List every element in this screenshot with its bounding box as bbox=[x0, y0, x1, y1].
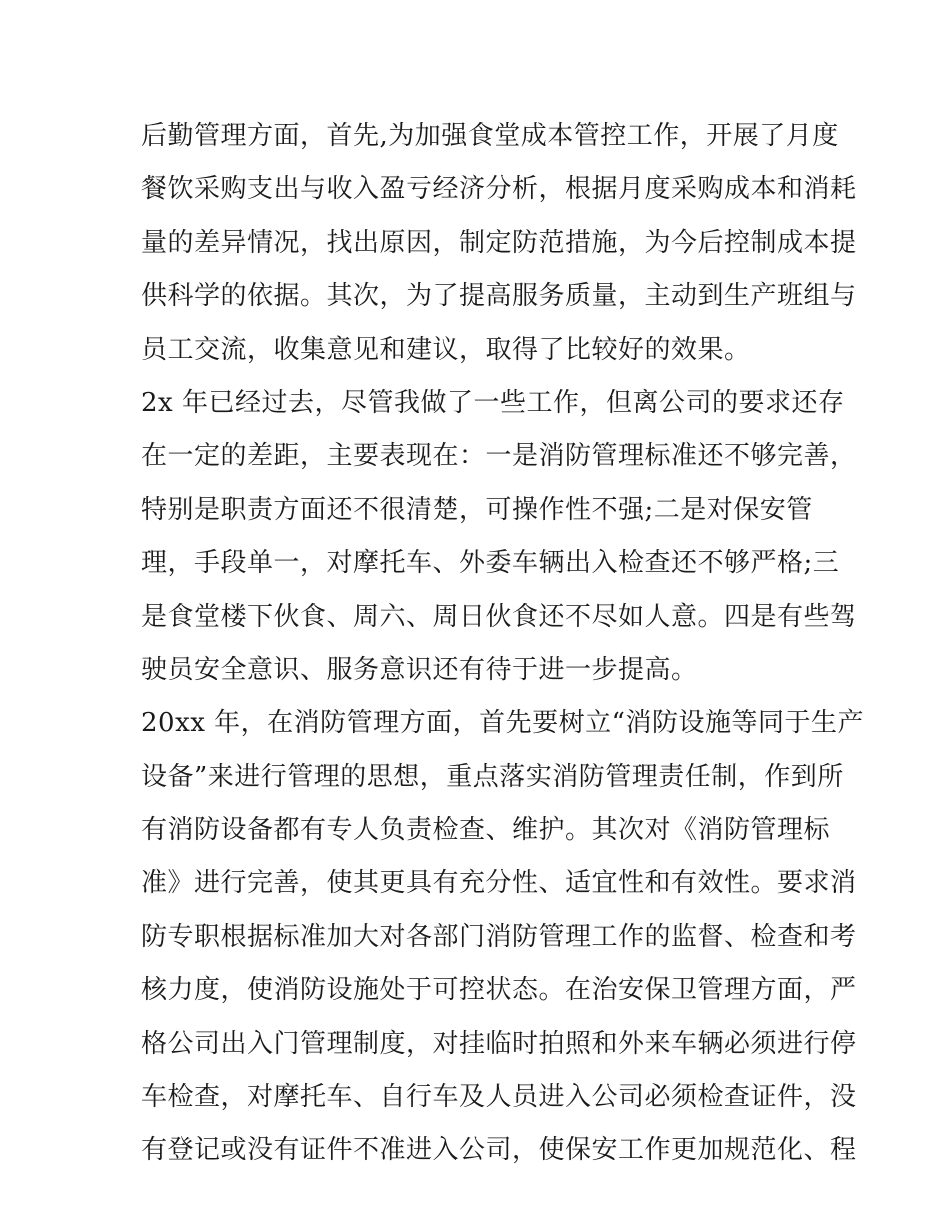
text-line: 格公司出入门管理制度，对挂临时拍照和外来车辆必须进行停 bbox=[141, 1028, 857, 1059]
document-body bbox=[141, 110, 864, 1178]
text-line: 在一定的差距，主要表现在：一是消防管理标准还不够完善， bbox=[141, 441, 857, 472]
text-line: 有消防设备都有专人负责检查、维护。其次对《消防管理标 bbox=[141, 815, 831, 846]
text-line: 防专职根据标准加大对各部门消防管理工作的监督、检查和考 bbox=[141, 921, 857, 952]
text-line: 员工交流，收集意见和建议，取得了比较好的效果。 bbox=[141, 334, 751, 365]
text-line: 后勤管理方面，首先,为加强食堂成本管控工作，开展了月度 bbox=[141, 121, 839, 151]
text-line: 车检查，对摩托车、自行车及人员进入公司必须检查证件，没 bbox=[141, 1082, 857, 1113]
text-line: 2x 年已经过去，尽管我做了一些工作，但离公司的要求还存 bbox=[141, 387, 845, 418]
text-line: 餐饮采购支出与收入盈亏经济分析，根据月度采购成本和消耗 bbox=[141, 174, 857, 205]
text-line: 设备”来进行管理的思想，重点落实消防管理责任制，作到所 bbox=[141, 761, 844, 792]
text-line: 核力度，使消防设施处于可控状态。在治安保卫管理方面，严 bbox=[141, 975, 857, 1006]
text-line: 有登记或没有证件不准进入公司，使保安工作更加规范化、程 bbox=[141, 1135, 857, 1166]
text-line: 供科学的依据。其次，为了提高服务质量，主动到生产班组与 bbox=[141, 281, 857, 312]
text-line: 驶员安全意识、服务意识还有待于进一步提高。 bbox=[141, 654, 698, 685]
text-line: 理，手段单一，对摩托车、外委车辆出入检查还不够严格;三 bbox=[141, 548, 840, 579]
text-line: 是食堂楼下伙食、周六、周日伙食还不尽如人意。四是有些驾 bbox=[141, 601, 857, 632]
text-line: 特别是职责方面还不很清楚，可操作性不强;二是对保安管 bbox=[141, 494, 813, 525]
text-line: 量的差异情况，找出原因，制定防范措施，为今后控制成本提 bbox=[141, 227, 857, 258]
text-line: 准》进行完善，使其更具有充分性、适宜性和有效性。要求消 bbox=[141, 868, 857, 899]
text-line: 20xx 年，在消防管理方面，首先要树立“消防设施等同于生产 bbox=[141, 708, 864, 739]
